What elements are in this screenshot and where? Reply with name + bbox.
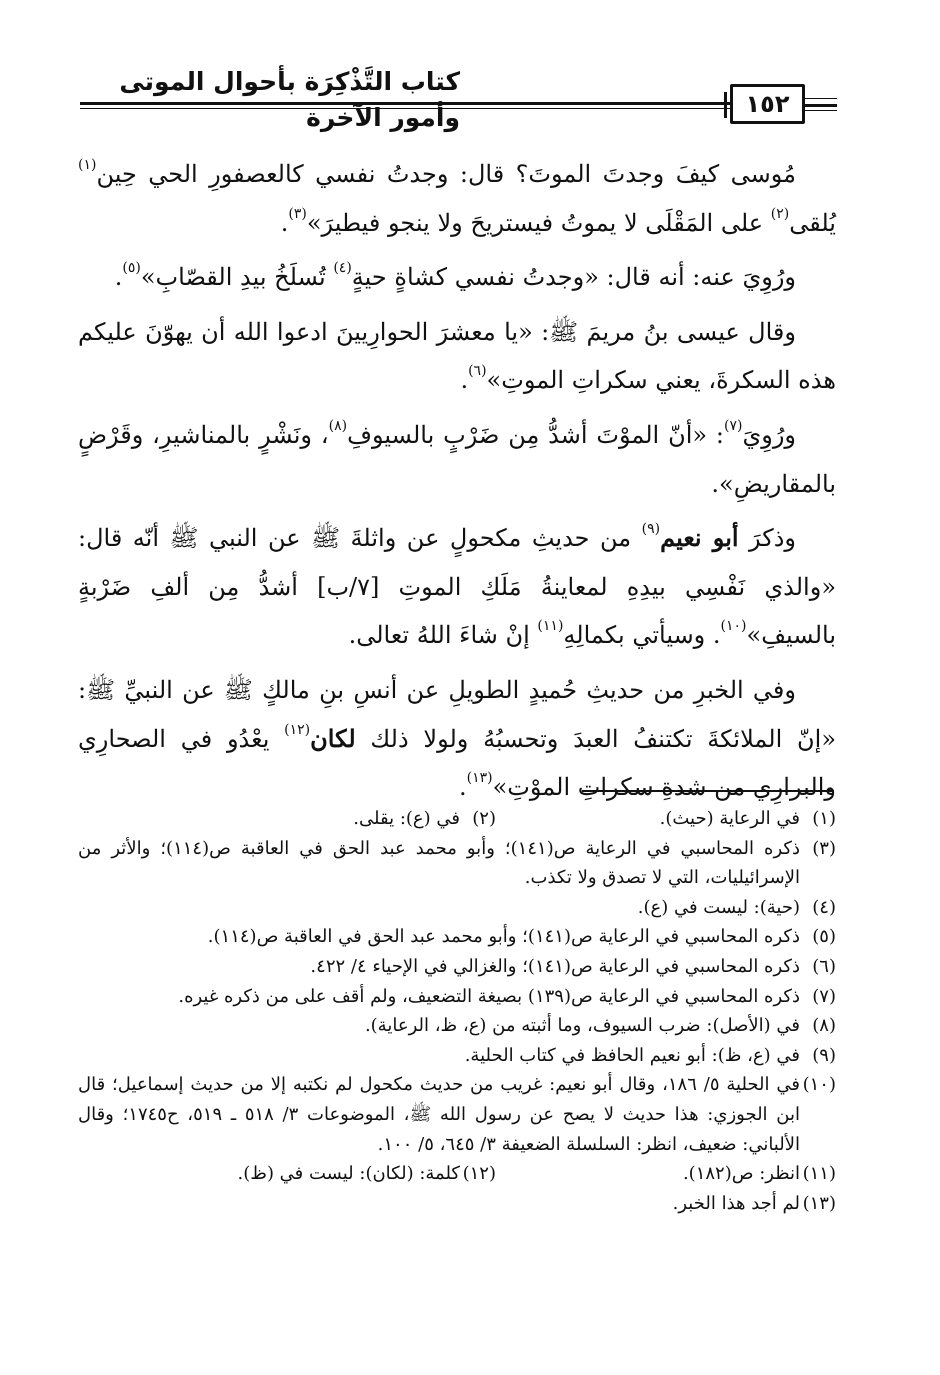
footnote-13 xyxy=(78,1189,836,1219)
footnote-marker: (١٢) xyxy=(284,721,311,738)
header-rule-right-thin-2 xyxy=(805,110,837,111)
footnote-row-11-12 xyxy=(78,1159,836,1189)
footnote-number: (٩) xyxy=(812,1044,836,1066)
footnote-number: (٢) xyxy=(472,808,496,829)
footnote-8 xyxy=(78,1011,836,1041)
footnote-number: (٥) xyxy=(812,926,836,948)
footnote-marker: (١) xyxy=(78,157,97,173)
header-rule-right-thin xyxy=(805,98,837,99)
footnote-row-1-2 xyxy=(78,804,836,834)
footnote-marker: (١٠) xyxy=(720,618,747,635)
main-text xyxy=(78,150,836,818)
paragraph-text: إنْ شاءَ اللهُ تعالى. xyxy=(348,621,538,650)
paragraph-text: مُوسى كيفَ وجدتَ الموتَ؟ قال: وجدتُ نفسي كالعصفورِ الحي حِين xyxy=(96,160,797,188)
footnote-marker: (٨) xyxy=(328,417,348,434)
footnote-text: في (ع، ظ): أبو نعيم الحافظ في كتاب الحلية. xyxy=(464,1044,800,1066)
paragraph-text: ورُوِيَ عنه: أنه قال: «وجدتُ نفسي كشاةٍ حيةٍ xyxy=(351,263,796,292)
footnote-marker: (١١) xyxy=(537,618,564,635)
footnote-9 xyxy=(78,1041,836,1071)
footnote-11 xyxy=(496,1159,836,1189)
footnote-7 xyxy=(78,982,836,1012)
body-paragraph xyxy=(78,253,836,302)
footnote-1 xyxy=(496,804,836,834)
footnote-number: (٦) xyxy=(812,955,836,977)
page-number-box xyxy=(730,84,805,124)
paragraph-text: وفي الخبرِ من حديثِ حُميدٍ الطويلِ عن أنسِ بنِ مالكٍ ﷺ عن النبيِّ ﷺ: «إنّ الملائكةَ تكتنفُ العبدَ وتحسبُهُ ولولا ذلك xyxy=(78,675,837,753)
footnote-text: ذكره المحاسبي في الرعاية ص(١٤١)؛ وأبو محمد عبد الحق في العاقبة ص(١١٤). xyxy=(207,926,800,948)
body-paragraph xyxy=(78,411,836,508)
footnote-12 xyxy=(156,1159,496,1189)
footnote-number: (٨) xyxy=(812,1015,836,1037)
footnote-marker: (٢) xyxy=(770,205,790,222)
header-rule-thin xyxy=(80,108,730,109)
footnote-10 xyxy=(78,1070,836,1159)
paragraph-text: : «أنّ الموْتَ أشدُّ مِن ضَرْبٍ بالسيوفِ xyxy=(347,420,724,449)
footnote-marker: (٧) xyxy=(723,417,743,434)
footnote-text: (حية): ليست في (ع). xyxy=(637,896,800,918)
footnote-text: ذكره المحاسبي في الرعاية ص(١٤١)؛ وأبو محمد عبد الحق في العاقبة ص(١١٤)؛ والأثر من الإسرائيليات، التي لا تصدق ولا تكذب. xyxy=(78,837,800,889)
footnote-text: ذكره المحاسبي في الرعاية ص(١٣٩) بصيغة التضعيف، ولم أقف على من ذكره غيره. xyxy=(178,985,800,1007)
header-rule-thick xyxy=(80,102,730,105)
footnote-marker: (١٣) xyxy=(466,770,493,787)
footnote-number: (٣) xyxy=(812,837,836,859)
paragraph-text: من حديثِ مكحولٍ عن واثلةَ ﷺ عن النبي ﷺ أنّه قال: «والذي نَفْسِي بيدِهِ لمعاينةُ مَلَكِ الموتِ [٧/ب] أشدُّ مِن ألفِ ضَرْبةٍ بالسيفِ» xyxy=(78,524,836,650)
paragraph-text: وقال عيسى بنُ مريمَ ﷺ: «يا معشرَ الحوارِيينَ ادعوا الله أن يهوّنَ عليكم هذه السكرةَ، يعني سكراتِ الموتِ» xyxy=(78,317,836,395)
body-paragraph xyxy=(78,308,836,405)
paragraph-text: يعْدُو في الصحارِي والبرارِي من شدةِ سكراتِ الموْتِ» xyxy=(78,724,836,802)
footnotes xyxy=(78,804,836,1218)
running-header-title: كتاب التَّذْكِرَة بأحوال الموتى وأمور الآخرة xyxy=(119,67,460,132)
footnote-text: انظر: ص(١٨٢). xyxy=(682,1163,800,1185)
paragraph-text: يُلقى xyxy=(789,208,836,237)
footnote-text: في الحلية ٥/ ١٨٦، وقال أبو نعيم: غريب من حديث مكحول لم نكتبه إلا من حديث إسماعيل؛ قال ابن الجوزي: هذا حديث لا يصح عن رسول الله ﷺ، الموضوعات ٣/ ٥١٨ ـ ٥١٩، ح١٧٤٥؛ وقال الألباني: ضعيف، انظر: السلسلة الضعيفة ٣/ ٦٤٥، ٥/ ١٠٠. xyxy=(78,1074,800,1155)
footnote-text: كلمة: (لكان): ليست في (ظ). xyxy=(237,1163,460,1185)
paragraph-text: تُسلَخُ بيدِ القصّابِ» xyxy=(140,263,334,292)
footnote-number: (١) xyxy=(812,808,836,829)
header-rule-right-thick xyxy=(805,104,837,107)
footnote-number: (١٠) xyxy=(802,1074,836,1096)
footnote-number: (٧) xyxy=(812,985,836,1007)
footnote-text: لم أجد هذا الخبر. xyxy=(672,1192,800,1214)
paragraph-text: . xyxy=(460,366,469,395)
footnote-2 xyxy=(156,804,496,834)
footnote-number: (١٣) xyxy=(802,1192,836,1214)
footnote-marker: (٤) xyxy=(333,260,352,277)
paragraph-text: على المَقْلَى لا يموتُ فيستريحَ ولا ينجو فيطيرَ» xyxy=(306,208,771,237)
highlighted-name: لكان xyxy=(310,723,356,753)
paragraph-text: . وسيأتي بكمالِهِ xyxy=(563,621,721,650)
paragraph-text: وذكرَ xyxy=(738,524,797,553)
footnote-text: في (الأصل): ضرب السيوف، وما أثبته من (ع، ظ، الرعاية). xyxy=(364,1015,800,1037)
footnote-5 xyxy=(78,922,836,952)
footnote-marker: (٥) xyxy=(122,260,141,277)
footnote-4 xyxy=(78,893,836,923)
body-paragraph xyxy=(78,150,836,247)
paragraph-text: ورُوِيَ xyxy=(742,420,796,449)
footnote-marker: (٩) xyxy=(641,521,661,538)
page-number: ١٥٢ xyxy=(745,90,790,118)
paragraph-text: . xyxy=(458,773,467,802)
footnote-marker: (٣) xyxy=(288,205,307,222)
footnote-number: (١١) xyxy=(802,1163,836,1185)
footnote-marker: (٦) xyxy=(468,363,487,380)
footnote-6 xyxy=(78,952,836,982)
footnote-number: (١٢) xyxy=(462,1163,496,1185)
paragraph-text: . xyxy=(114,263,123,292)
footnote-3 xyxy=(78,834,836,893)
footnote-text: ذكره المحاسبي في الرعاية ص(١٤١)؛ والغزالي في الإحياء ٤/ ٤٢٢. xyxy=(310,955,800,977)
paragraph-text: . xyxy=(280,208,289,237)
highlighted-name: أبو نعيم xyxy=(660,523,739,553)
footnote-number: (٤) xyxy=(812,896,836,918)
footnote-text: في (ع): يقلى. xyxy=(353,808,460,829)
footnote-text: في الرعاية (حيث). xyxy=(659,808,800,829)
body-paragraph xyxy=(78,514,836,660)
paragraph-text: ، ونَشْرٍ بالمناشيرِ، وقَرْضٍ بالمقاريضِ». xyxy=(78,420,836,498)
footnote-separator xyxy=(582,790,834,792)
